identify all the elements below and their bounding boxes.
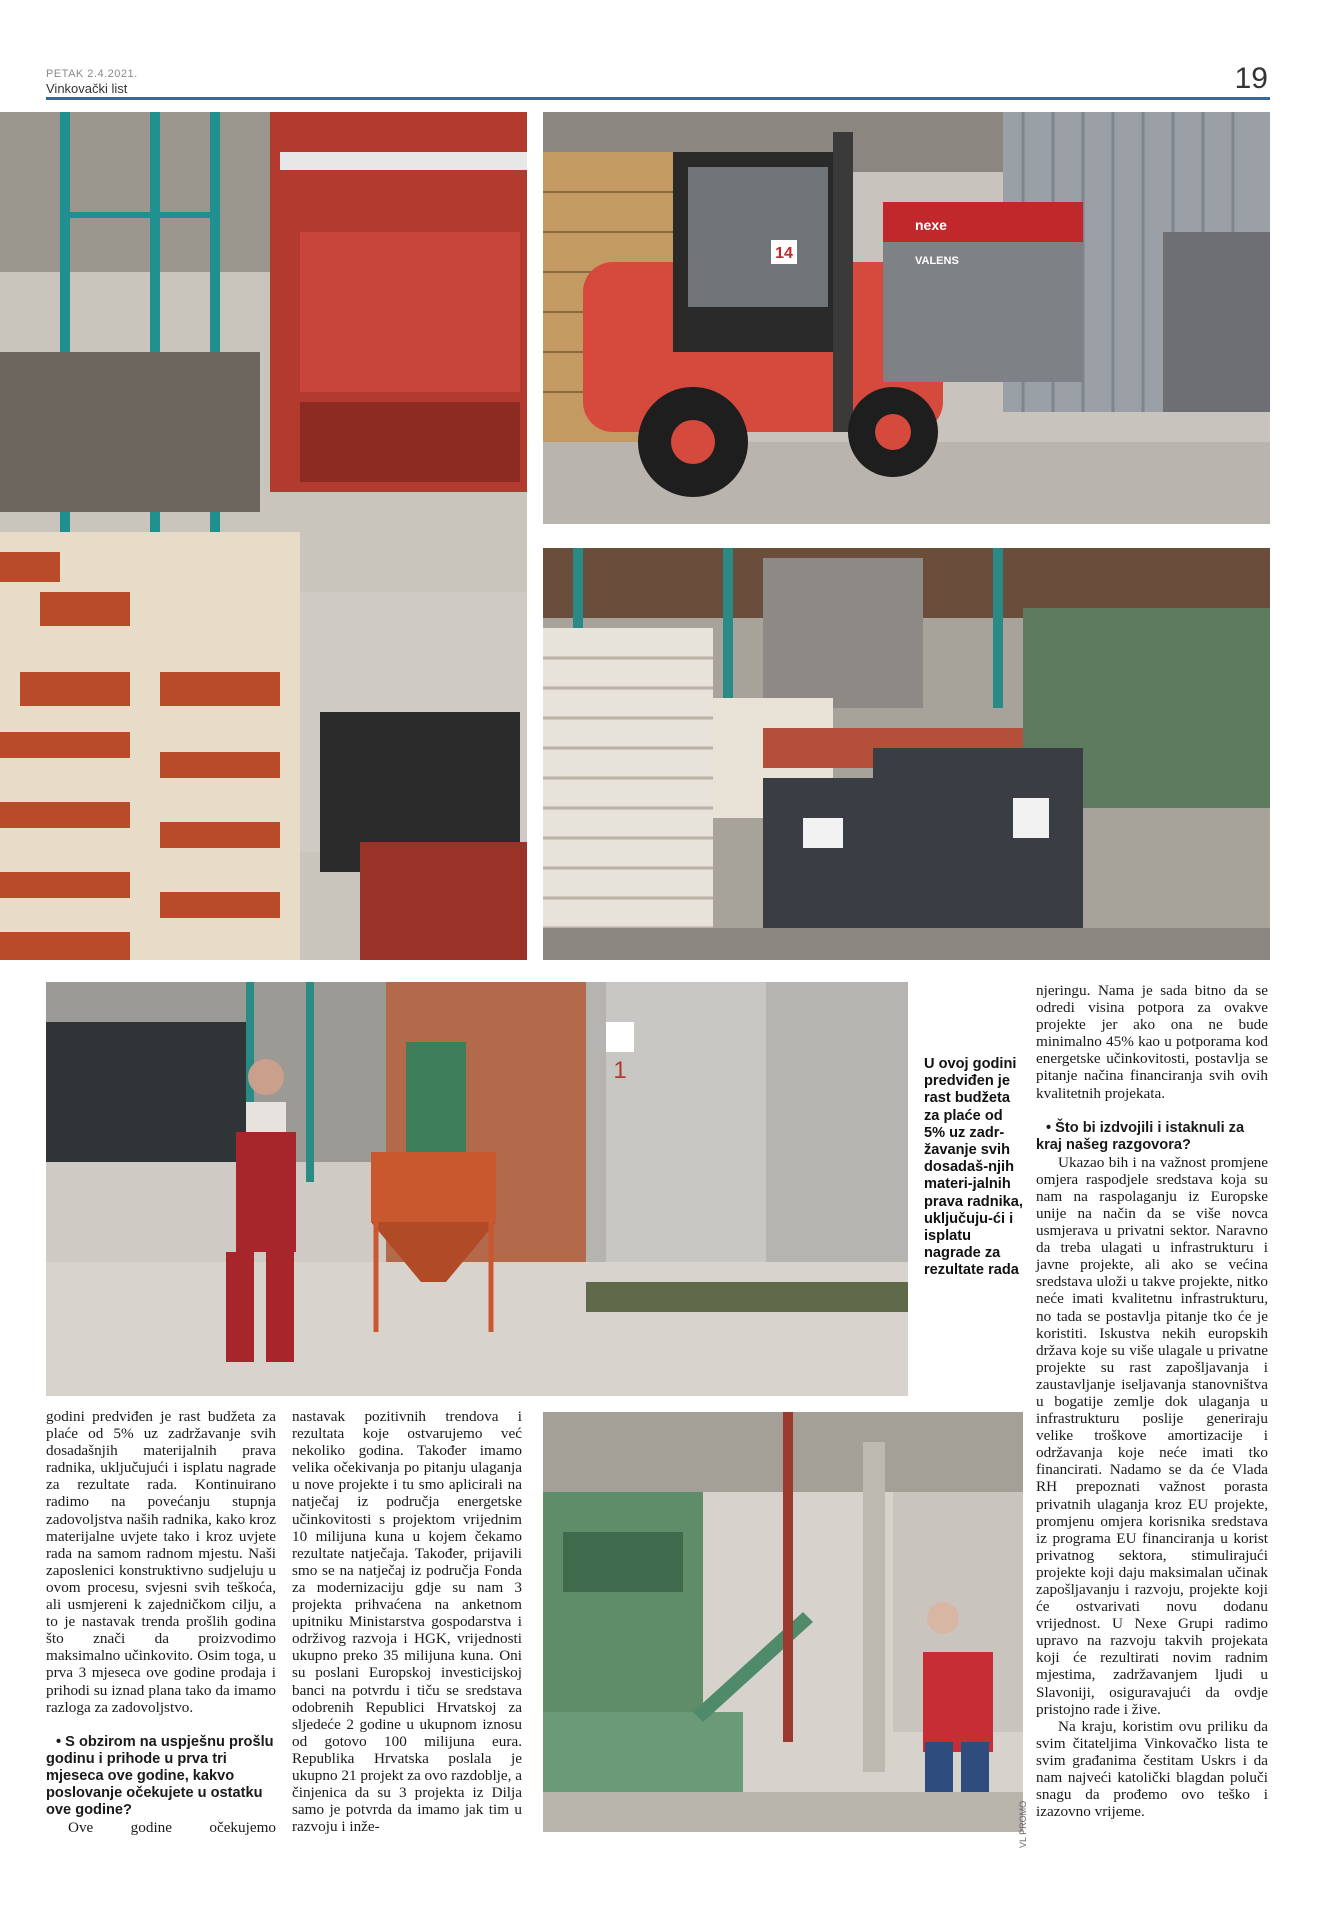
photo-forklift [543,112,1270,524]
pallet-product-label: VALENS [915,255,959,267]
photo-machinery [543,1412,1023,1832]
tank-number: 1 [613,1057,627,1084]
header-rule [46,97,1270,100]
col1-paragraph-2: Ove godine očekujemo [68,1818,276,1836]
article-column-1 [46,1408,276,1836]
photo-tile-press [0,112,527,960]
article-column-2 [292,1408,522,1835]
interview-question-1: • S obzirom na uspješnu prošlu godinu i prihode u prva tri mjeseca ove godine, kakvo poslovanje očekujete u ostatku ove godine? [46,1733,274,1818]
page-number: 19 [1234,62,1268,95]
col2-paragraph-1: nastavak pozitivnih trendova i rezultata koje ostvarujemo već nekoliko godina. Također imamo velika očekivanja po pitanju ulaganja u nove projekte i tu smo aplicirali na natječaj iz područja energetske učinkovitosti s projektom vrijednim 10 milijuna kuna u kojem čekamo rezultate natječaja. Također, prijavili smo se na natječaj iz područja Fonda za modernizaciju gdje su nam 3 projekta prihvaćena na anketnom upitniku Ministarstva gospodarstva i održivog razvoja i HGK, vrijednosti ukupno preko 35 milijuna kuna. Oni su poslani Europskoj investicijskoj banci na potvrdu i tiču se sredstava odobrenih Republici Hrvatskoj za sljedeće 2 godine u ukupnom iznosu od gotovo 100 milijuna eura. Republika Hrvatska poslala je ukupno 21 projekt za ovo razdoblje, a činjenica da su 3 projekta iz Dilja samo je potvrda da imamo jak tim u razvoju i inže- [292,1408,522,1836]
col1-paragraph-1: godini predviđen je rast budžeta za plaće od 5% uz zadržavanje svih dosadašnjih materijalnih prava radnika, uključujući i isplatu nagrade za rezultate rada. Kontinuirano radimo na povećanju stupnja zadovoljstva naših radnika, kako kroz materijalne uvjete tako i kroz uvjete rada na samom radnom mjestu. Naši zaposlenici konstruktivno sudjeluju u ovom procesu, svjesni svih teškoća, ali usmjereni k zajedničkom cilju, a to je nastavak trenda prošlih godina što znači da proizvodimo maksimalno učinkovito. Osim toga, u prva 3 mjeseca ove godine prodaja i prihodi su iznad plana tako da imamo razloga za zadovoljstvo. [46,1408,276,1716]
pull-quote: U ovoj godini predviđen je rast budžeta za plaće od 5% uz zadr-žavanje svih dosadaš-njih materi-jalnih prava radnika, uključuju-ći i isplatu nagrade za rezultate rada [924,1056,1023,1279]
col3-paragraph-2: Ukazao bih i na važnost promjene omjera raspodjele sredstava koja su nam na raspolaganju iz Europske unije na način da se više novca usmjerava u privatni sektor. Naravno da treba ulagati u infrastrukturu i javne projekte, ali ako se većina sredstava uloži u takve projekte, nitko neće imati kvalitetnu infrastrukturu, no tada se postavlja pitanje tko će je koristiti. Iskustva nekih europskih država koje su više ulagale u privatne projekte su rast zapošljavanja i zaustavljanje iseljavanja stanovništva u bogatije zemlje dok ulaganja u infrastrukturu poslije generiraju velike troškove amortizacije i održavanja koje neće imati tko financirati. Nadamo se da će Vlada RH prepoznati važnost porasta privatnih ulaganja kroz EU projekte, promjenu omjera korisnika sredstava iz programa EU financiranja u korist privatnog sektora, stimulirajući projekte koji daju maksimalan učinak zapošljavanju i razvoju, projekte koji će ostvarivati novu dodanu vrijednost. U Nexe Grupi radimo upravo na razvoju takvih projekata koji će rezultirati novim radnim mjestima, zadržavanjem ljudi u Slavoniji, osiguravajući da ovdje pristojno rade i žive. [1036,1153,1268,1718]
publication-name: Vinkovački list [46,81,128,96]
pallet-brand-label: nexe [915,217,947,233]
interview-question-2: • Što bi izdvojili i istaknuli za kraj našeg razgovora? [1036,1119,1245,1153]
photo-credit: VL PROMO [1018,1800,1028,1848]
col3-paragraph-3: Na kraju, koristim ovu priliku da svim čitateljima Vinkovačko lista te svim građanima čestitam Uskrs i da nam najveći katolički blagdan poluči snagu da prođemo ovo teško i izazovno vrijeme. [1036,1717,1268,1821]
forklift-badge: 14 [775,245,793,262]
col3-paragraph-1: njeringu. Nama je sada bitno da se odredi visina potpora za ovakve projekte jer ako ona ne bude minimalno 45% kao u potporama kod energetske učinkovitosti, postavlja se pitanje načina financiranja svih ovih kvalitetnih projekata. [1036,982,1268,1102]
photo-worker-hopper [46,982,908,1396]
article-column-3 [1036,982,1268,1820]
issue-date: PETAK 2.4.2021. [46,68,138,80]
photo-warehouse [543,548,1270,960]
